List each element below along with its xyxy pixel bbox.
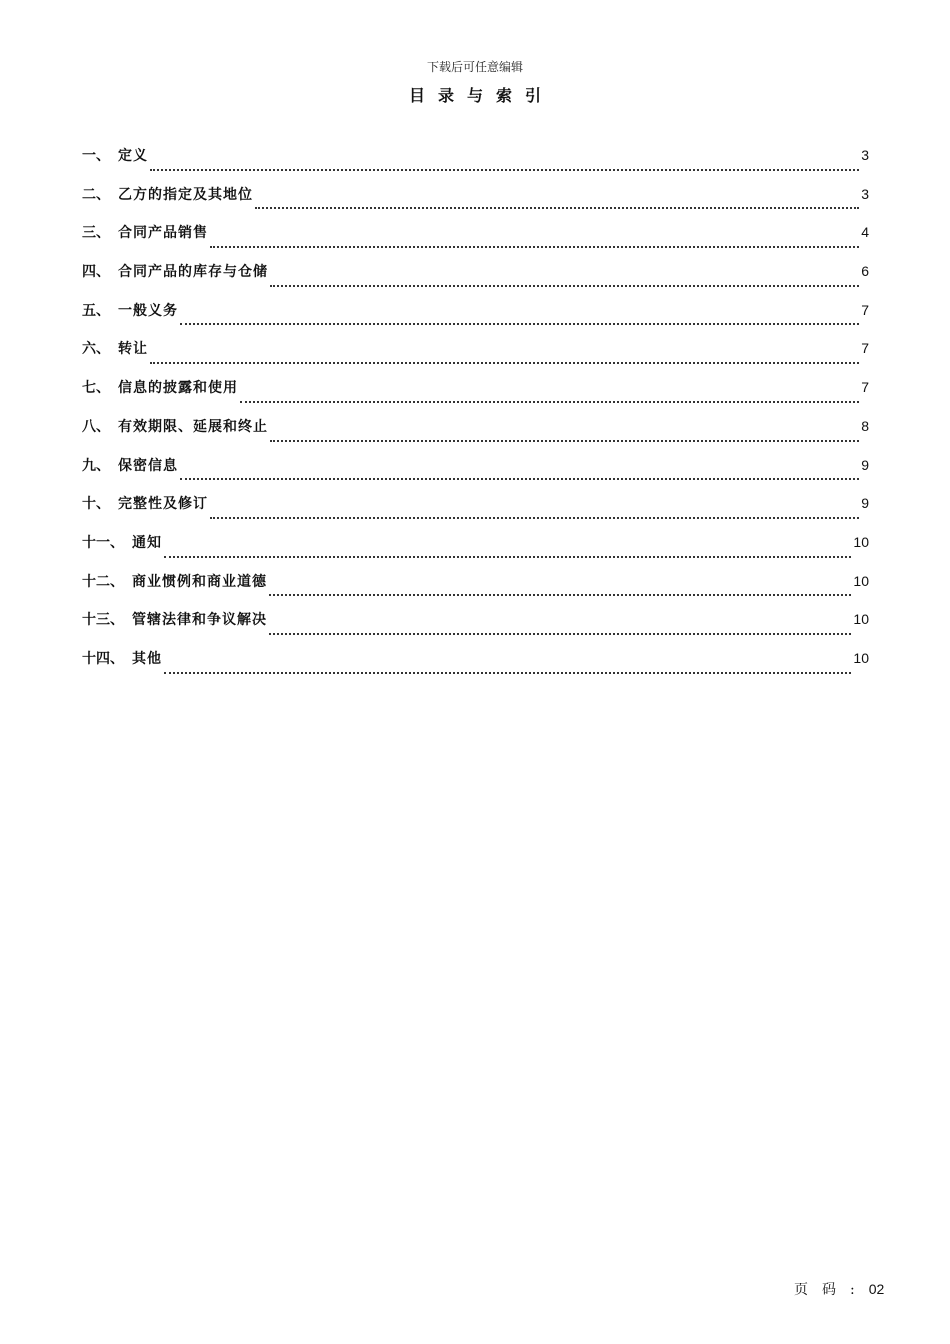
- toc-item-title: 完整性及修订: [118, 496, 208, 513]
- toc-item-page: 4: [861, 224, 869, 241]
- toc-item-number: 三、: [82, 225, 110, 242]
- toc-item[interactable]: [82, 377, 869, 416]
- toc-item[interactable]: [82, 338, 869, 377]
- toc-item-page: 9: [861, 495, 869, 512]
- toc-item-number: 二、: [82, 186, 110, 203]
- toc-leader-dots: [210, 516, 859, 519]
- toc-item-title: 信息的披露和使用: [118, 380, 238, 397]
- toc-item-number: 十、: [82, 496, 110, 513]
- toc-item-page: 10: [853, 611, 869, 628]
- toc-item-page: 7: [861, 301, 869, 318]
- toc-item-number: 八、: [82, 418, 110, 435]
- toc-item-title: 合同产品的库存与仓储: [118, 264, 268, 281]
- toc-item-page: 7: [861, 379, 869, 396]
- toc-leader-dots: [269, 593, 851, 596]
- toc-item-number: 一、: [82, 148, 110, 164]
- toc-item-number: 十二、: [82, 573, 124, 590]
- toc-item[interactable]: [82, 416, 869, 455]
- toc-item[interactable]: [82, 493, 869, 532]
- toc-item-page: 6: [861, 263, 869, 280]
- toc-leader-dots: [240, 400, 859, 403]
- toc-item[interactable]: [82, 571, 869, 610]
- toc-leader-dots: [150, 168, 859, 171]
- toc-item-page: 3: [861, 185, 869, 202]
- toc-item[interactable]: [82, 145, 869, 184]
- toc-item-title: 一般义务: [118, 302, 178, 319]
- table-of-contents: [82, 145, 869, 687]
- toc-item-number: 四、: [82, 264, 110, 281]
- toc-item-page: 7: [861, 340, 869, 357]
- toc-item-number: 五、: [82, 302, 110, 319]
- toc-leader-dots: [150, 361, 859, 364]
- toc-item-title: 定义: [118, 148, 148, 164]
- toc-item-title: 其他: [132, 650, 162, 667]
- toc-leader-dots: [210, 245, 859, 248]
- toc-item-title: 商业惯例和商业道德: [132, 573, 267, 590]
- toc-leader-dots: [180, 322, 859, 325]
- header-note: 下载后可任意编辑: [426, 60, 523, 74]
- toc-leader-dots: [180, 477, 859, 480]
- toc-item-title: 管辖法律和争议解决: [132, 612, 267, 629]
- toc-item[interactable]: [82, 300, 869, 339]
- toc-item[interactable]: [82, 648, 869, 687]
- toc-leader-dots: [270, 284, 859, 287]
- toc-item-page: 10: [853, 533, 869, 550]
- toc-leader-dots: [164, 555, 851, 558]
- toc-item-title: 通知: [132, 534, 162, 551]
- toc-item-number: 十四、: [82, 650, 124, 667]
- toc-item-title: 保密信息: [118, 457, 178, 474]
- toc-item-title: 有效期限、延展和终止: [118, 418, 268, 435]
- toc-item[interactable]: [82, 455, 869, 494]
- toc-item[interactable]: [82, 222, 869, 261]
- toc-leader-dots: [164, 671, 851, 674]
- toc-item-title: 合同产品销售: [118, 225, 208, 242]
- page-title: 目录与索引: [408, 86, 554, 105]
- toc-item-page: 10: [853, 649, 869, 666]
- toc-item-page: 8: [861, 417, 869, 434]
- page-number-label: 页码:: [794, 1282, 869, 1298]
- toc-item-page: 10: [853, 572, 869, 589]
- toc-leader-dots: [255, 206, 859, 209]
- toc-item-number: 十三、: [82, 612, 124, 629]
- toc-item[interactable]: [82, 261, 869, 300]
- toc-item[interactable]: [82, 184, 869, 223]
- page-number: [794, 1279, 884, 1299]
- page-number-value: 02: [868, 1281, 885, 1297]
- toc-item-title: 乙方的指定及其地位: [118, 186, 253, 203]
- toc-leader-dots: [269, 632, 851, 635]
- toc-item-number: 九、: [82, 457, 110, 474]
- toc-leader-dots: [270, 439, 859, 442]
- toc-item-number: 六、: [82, 341, 110, 358]
- toc-item-number: 十一、: [82, 534, 124, 551]
- toc-item-page: 3: [861, 147, 869, 163]
- toc-item-number: 七、: [82, 380, 110, 397]
- toc-item[interactable]: [82, 609, 869, 648]
- toc-item-title: 转让: [118, 341, 148, 358]
- toc-item[interactable]: [82, 532, 869, 571]
- toc-item-page: 9: [861, 456, 869, 473]
